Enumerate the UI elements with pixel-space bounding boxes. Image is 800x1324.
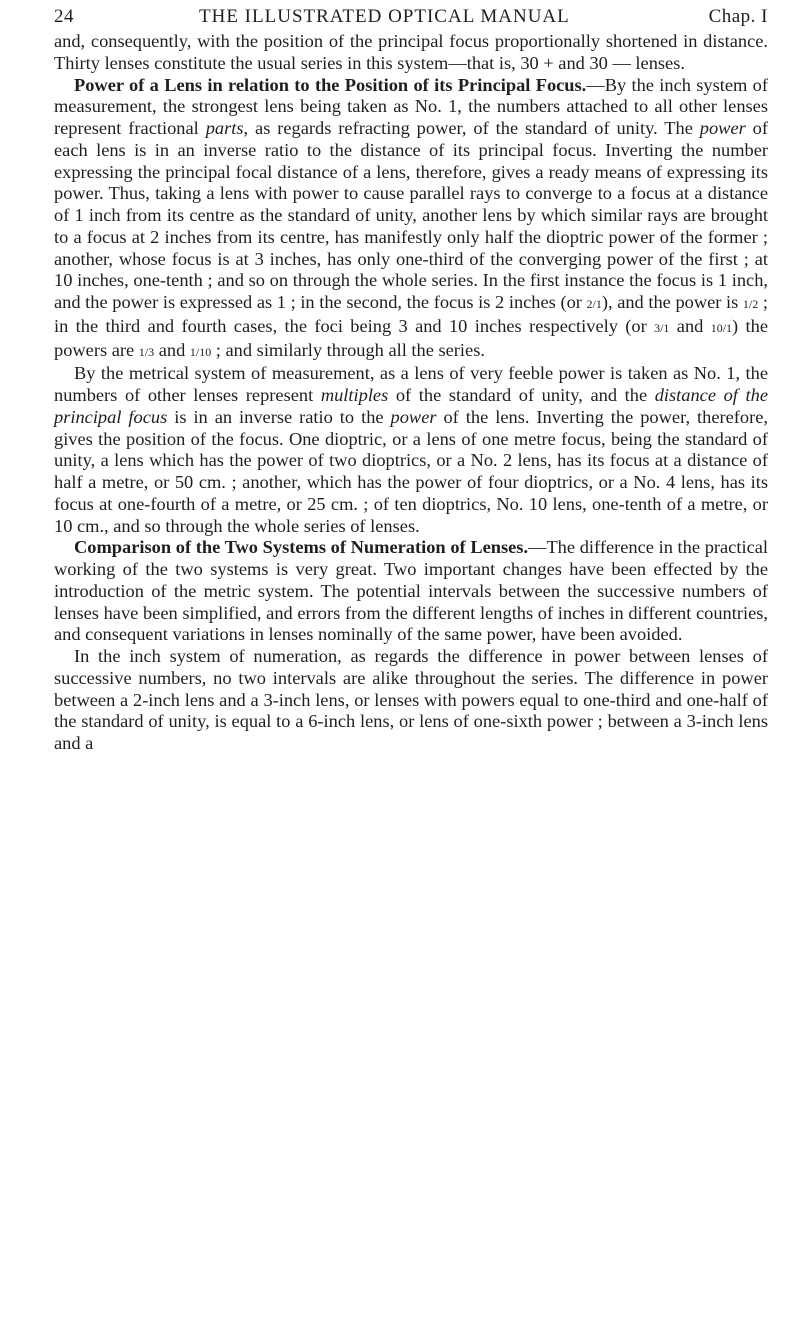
section-heading: Power of a Lens in relation to the Position of its Principal Focus. bbox=[74, 74, 587, 95]
text-run: of each lens is in an inverse ratio to the distance of its principal focus. Inverting the number expressing the principal focal distance of a lens, therefore, gives a ready means of expressing its power. Thus, taking a lens with power to cause parallel rays to converge to a focus at a distance of 1 inch from its centre as the standard of unity, another lens by which similar rays are brought to a focus at 2 inches from its centre, has manifestly only half the dioptric power of the former ; another, whose focus is at 3 inches, has only one-third of the converging power of the first ; at 10 inches, one-tenth ; and so on through the whole series. In the first instance the focus is 1 inch, and the power is expressed as 1 ; in the second, the focus is 2 inches (or bbox=[54, 118, 768, 312]
text-run: of the lens. Inverting the power, therefore, gives the position of the focus. One dioptric, or a lens of one metre focus, being the standard of unity, a lens which has the power of two dioptrics, or a No. 2 lens, has its focus at a distance of half a metre, or 50 cm. ; another, which has the power of four dioptrics, or a No. 4 lens, has its focus at one-fourth of a metre, or 25 cm. ; of ten dioptrics, No. 10 lens, one-tenth of a metre, or 10 cm., and so through the whole series of lenses. bbox=[54, 406, 768, 536]
fraction: 2/1 bbox=[586, 297, 602, 311]
running-header bbox=[54, 6, 768, 28]
text-run: and, consequently, with the position of the principal focus proportionally shortened in distance. Thirty lenses constitute the usual series in this system—that is, 30 + and 30 — lenses. bbox=[54, 31, 768, 73]
text-run: —By the inch system of measurement, the strongest lens being taken as No. 1, the numbers attached to all other lenses represent fractional bbox=[54, 74, 769, 138]
text-run: and bbox=[669, 315, 711, 336]
text-run: ) the powers are bbox=[54, 315, 768, 360]
fraction: 1/3 bbox=[138, 344, 155, 359]
body-text bbox=[54, 31, 768, 755]
running-title: THE ILLUSTRATED OPTICAL MANUAL bbox=[199, 6, 570, 27]
chapter-label: Chap. I bbox=[708, 6, 768, 27]
italic-text: parts bbox=[205, 118, 244, 138]
text-run: ), and the power is bbox=[601, 292, 743, 312]
fraction: 10/1 bbox=[710, 320, 733, 335]
italic-text: multiples bbox=[320, 385, 389, 405]
fraction: 1/2 bbox=[742, 297, 759, 311]
paragraph-comparison bbox=[54, 537, 768, 646]
text-run: and bbox=[154, 339, 190, 360]
paragraph-metrical-system bbox=[54, 363, 768, 537]
italic-text: distance of the principal focus bbox=[54, 385, 768, 427]
paragraph-power-of-lens bbox=[54, 75, 768, 364]
text-run: ; in the third and fourth cases, the foci being 3 and 10 inches respectively (or bbox=[54, 292, 768, 336]
paragraph-continuation bbox=[54, 31, 768, 75]
section-heading: Comparison of the Two Systems of Numeration of Lenses. bbox=[74, 537, 529, 558]
page-number: 24 bbox=[54, 6, 74, 27]
text-run: ; and similarly through all the series. bbox=[211, 339, 485, 360]
text-run: In the inch system of numeration, as regards the difference in power between lenses of successive numbers, no two intervals are alike throughout the series. The difference in power between a 2-inch lens and a 3-inch lens, or lenses with powers equal to one-third and one-half of the standard of unity, is equal to a 6-inch lens, or lens of one-sixth power ; between a 3-inch lens and a bbox=[54, 646, 768, 753]
text-run: , as regards refracting power, of the standard of unity. The bbox=[243, 118, 700, 138]
italic-text: power bbox=[390, 406, 437, 427]
fraction: 1/10 bbox=[189, 344, 212, 359]
text-run: is in an inverse ratio to the bbox=[167, 406, 391, 427]
text-run: of the standard of unity, and the bbox=[388, 385, 655, 405]
text-run: By the metrical system of measurement, as a lens of very feeble power is taken as No. 1, the numbers of other lenses represent bbox=[54, 363, 768, 405]
text-run: —The difference in the practical working of the two systems is very great. Two important changes have been effected by the introduction of the metric system. The potential intervals between the successive numbers of lenses have been simplified, and errors from the different lengths of inches in different countries, and consequent variations in lenses nominally of the same power, have been avoided. bbox=[54, 537, 768, 645]
fraction: 3/1 bbox=[654, 320, 670, 335]
italic-text: power bbox=[699, 118, 746, 138]
paragraph-inch-system bbox=[54, 646, 768, 755]
